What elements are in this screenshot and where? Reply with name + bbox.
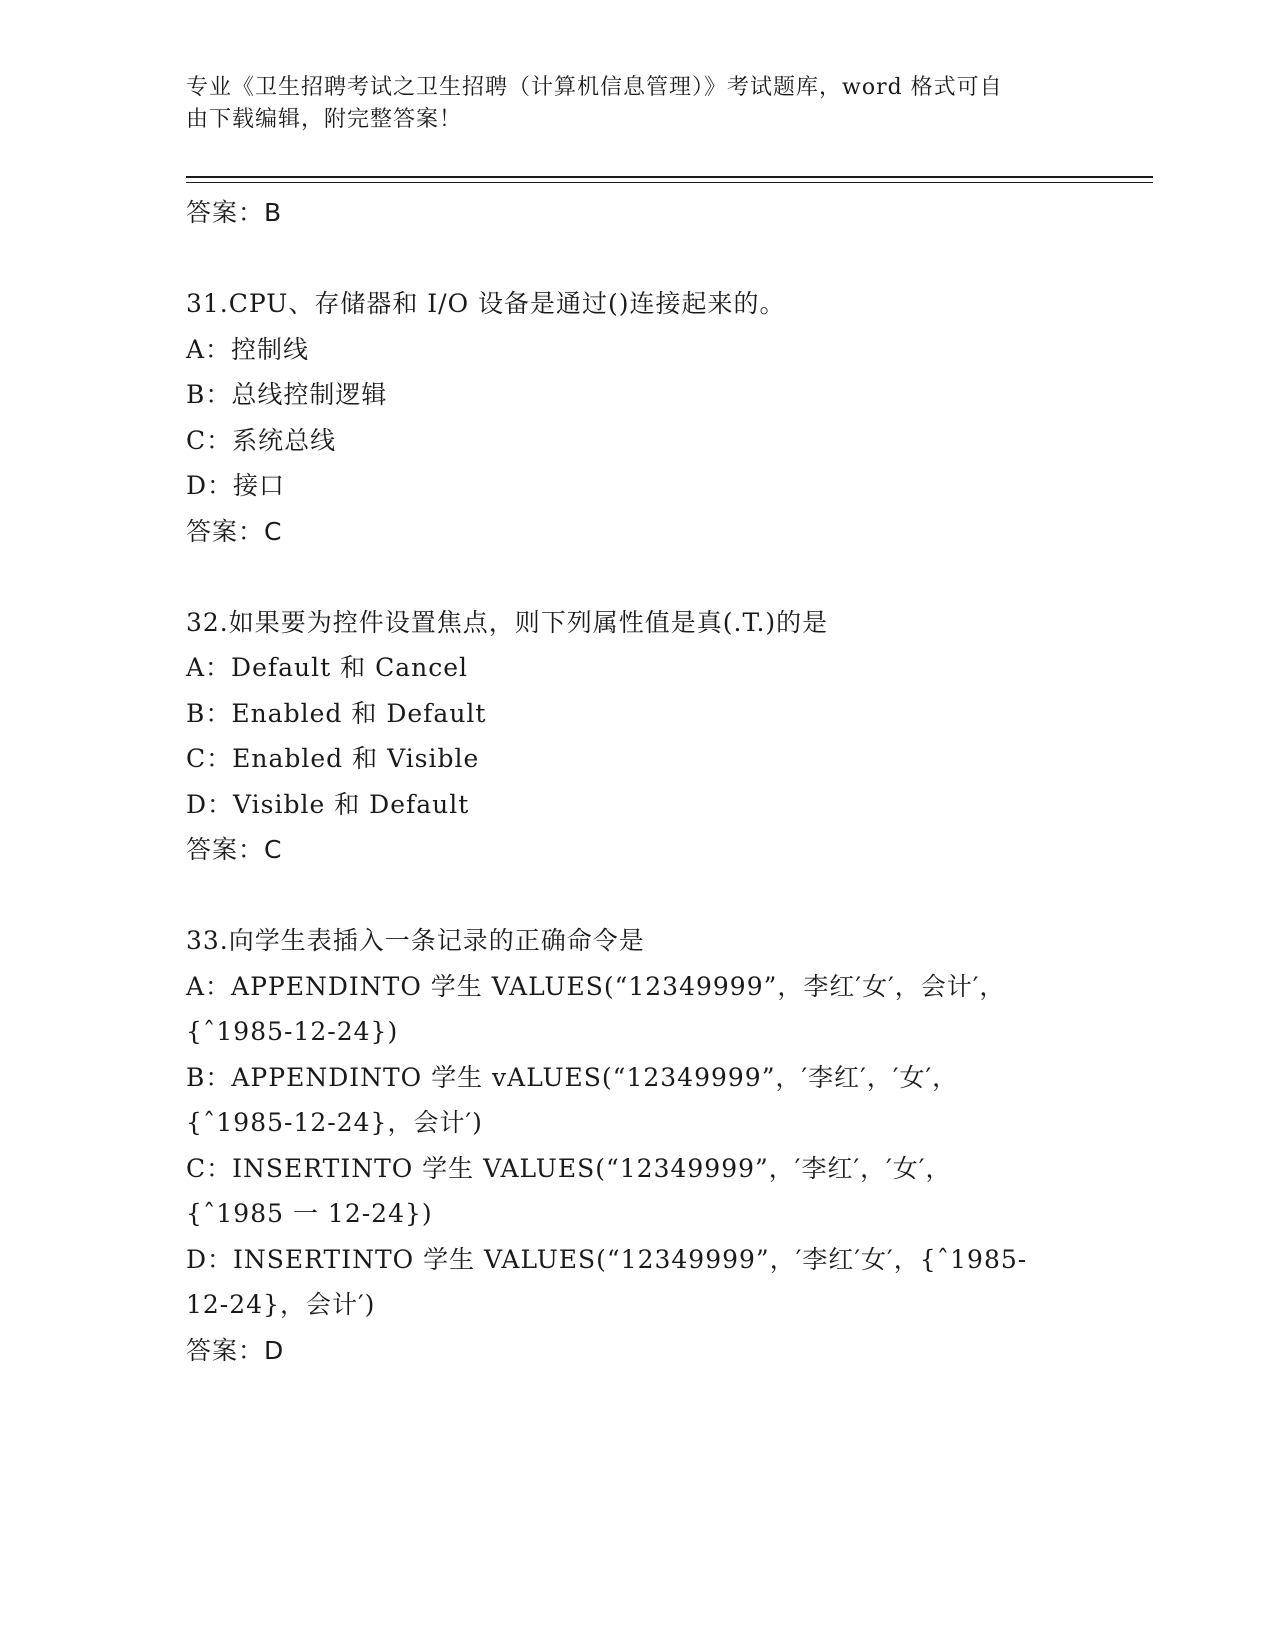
answer: 答案：C	[186, 516, 283, 546]
header-line-1: 专业《卫生招聘考试之卫生招聘（计算机信息管理）》考试题库，word 格式可自	[186, 75, 1003, 100]
header-rule-thin	[186, 182, 1153, 183]
page-header	[186, 72, 1066, 136]
header-rule-thick	[186, 176, 1153, 178]
option-a-line-2: {ˆ1985-12-24})	[186, 1017, 399, 1046]
header-line-2: 由下载编辑，附完整答案！	[186, 107, 463, 132]
question-33	[186, 918, 1066, 1373]
option-d-line-2: 12-24}，会计′)	[186, 1290, 376, 1319]
option-c: C：系统总线	[186, 425, 337, 455]
answer: 答案：C	[186, 835, 283, 864]
option-d: D：Visible 和 Default	[186, 789, 470, 819]
option-b-line-2: {ˆ1985-12-24}，会计′)	[186, 1108, 483, 1137]
question-31	[186, 281, 1066, 554]
answer: 答案：D	[186, 1335, 285, 1365]
option-c-line-2: {ˆ1985 一 12-24})	[186, 1199, 433, 1228]
option-b: B：Enabled 和 Default	[186, 698, 487, 728]
option-a: A：Default 和 Cancel	[186, 653, 469, 682]
option-b: B：总线控制逻辑	[186, 380, 388, 409]
option-b-line-1: B：APPENDINTO 学生 vALUES(“12349999”，′李红′，′女′，	[186, 1062, 959, 1092]
question-stem: 31.CPU、存储器和 I/O 设备是通过()连接起来的。	[186, 289, 786, 318]
question-stem: 32.如果要为控件设置焦点，则下列属性值是真(.T.)的是	[186, 607, 829, 637]
option-d: D：接口	[186, 471, 286, 500]
spacer	[186, 554, 1066, 600]
question-stem: 33.向学生表插入一条记录的正确命令是	[186, 926, 645, 955]
question-list	[186, 190, 1066, 1373]
question-32	[186, 600, 1066, 873]
option-a: A：控制线	[186, 334, 310, 364]
option-c-line-1: C：INSERTINTO 学生 VALUES(“12349999”，′李红′，′女′，	[186, 1153, 952, 1183]
option-a-line-1: A：APPENDINTO 学生 VALUES(“12349999”，李红′女′，会计′，	[186, 971, 1006, 1001]
option-d-line-1: D：INSERTINTO 学生 VALUES(“12349999”，′李红′女′，{ˆ1985-	[186, 1244, 1028, 1274]
previous-answer: 答案：B	[186, 198, 283, 227]
option-c: C：Enabled 和 Visible	[186, 744, 480, 773]
spacer	[186, 873, 1066, 919]
spacer	[186, 236, 1066, 282]
